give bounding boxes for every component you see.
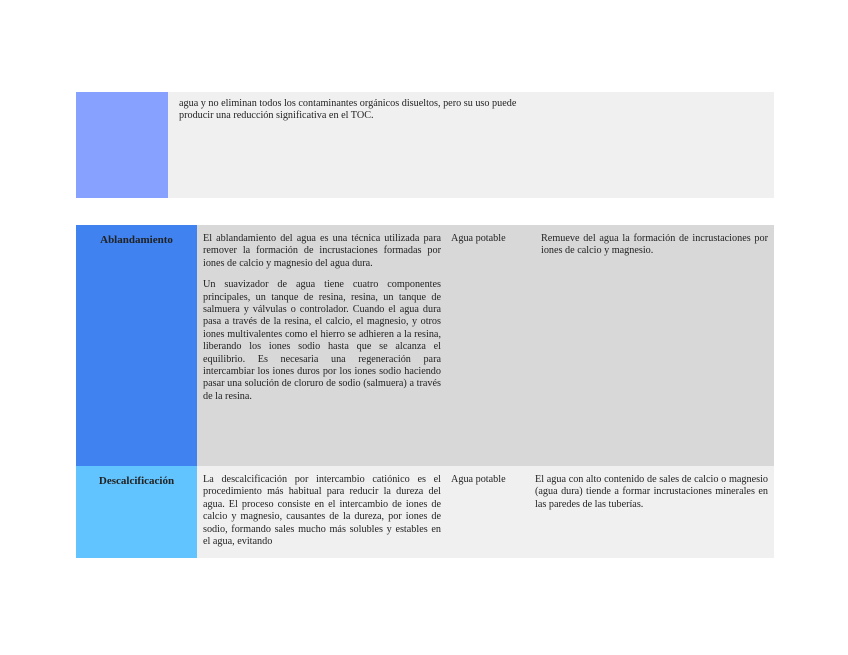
description-cell [197, 466, 445, 558]
description-paragraph: El ablandamiento del agua es una técnica utilizada para remover la formación de incrustaciones formadas por iones de calcio y magnesio del agua dura. [203, 233, 441, 269]
description-cell [197, 225, 445, 466]
use-text: Agua potable [451, 474, 506, 485]
use-cell [445, 225, 527, 466]
description-paragraph: La descalcificación por intercambio catiónico es el procedimiento más habitual para reducir la dureza del agua. El proceso consiste en el intercambio de iones de calcio y magnesio, causantes de la dureza, por iones de sodio, formando sales mucho más solubles y estables en el agua, evitando [203, 474, 441, 548]
row-label: Ablandamiento [100, 234, 173, 246]
top-table-text-cell [168, 92, 774, 198]
use-cell [445, 466, 527, 558]
row-label: Descalcificación [98, 475, 175, 487]
top-table-text: agua y no eliminan todos los contaminantes orgánicos disueltos, pero su uso puede producir una reducción significativa en el TOC. [179, 98, 517, 122]
note-cell [527, 466, 774, 558]
note-text: Remueve del agua la formación de incrustaciones por iones de calcio y magnesio. [541, 233, 768, 257]
row-label-cell [76, 466, 197, 558]
table-row [76, 466, 774, 558]
top-table-label-cell [76, 92, 168, 198]
note-text: El agua con alto contenido de sales de calcio o magnesio (agua dura) tiende a formar incrustaciones minerales en las paredes de las tuberías. [535, 474, 768, 510]
description-paragraph: Un suavizador de agua tiene cuatro componentes principales, un tanque de resina, resina, un tanque de salmuera y válvulas o controlador. Cuando el agua dura pasa a través de la resina, el calcio, el magnesio, y otros iones multivalentes como el hierro se adhieren a la resina, liberando los iones sodio hasta que se alcanza el equilibrio. Es necesaria una regeneración para intercambiar los iones duros por los iones sodio haciendo pasar una solución de cloruro de sodio (salmuera) a través de la resina. [203, 279, 441, 402]
table-row [76, 225, 774, 466]
note-cell [527, 225, 774, 466]
treatment-table [76, 225, 774, 558]
use-text: Agua potable [451, 233, 506, 244]
row-label-cell [76, 225, 197, 466]
